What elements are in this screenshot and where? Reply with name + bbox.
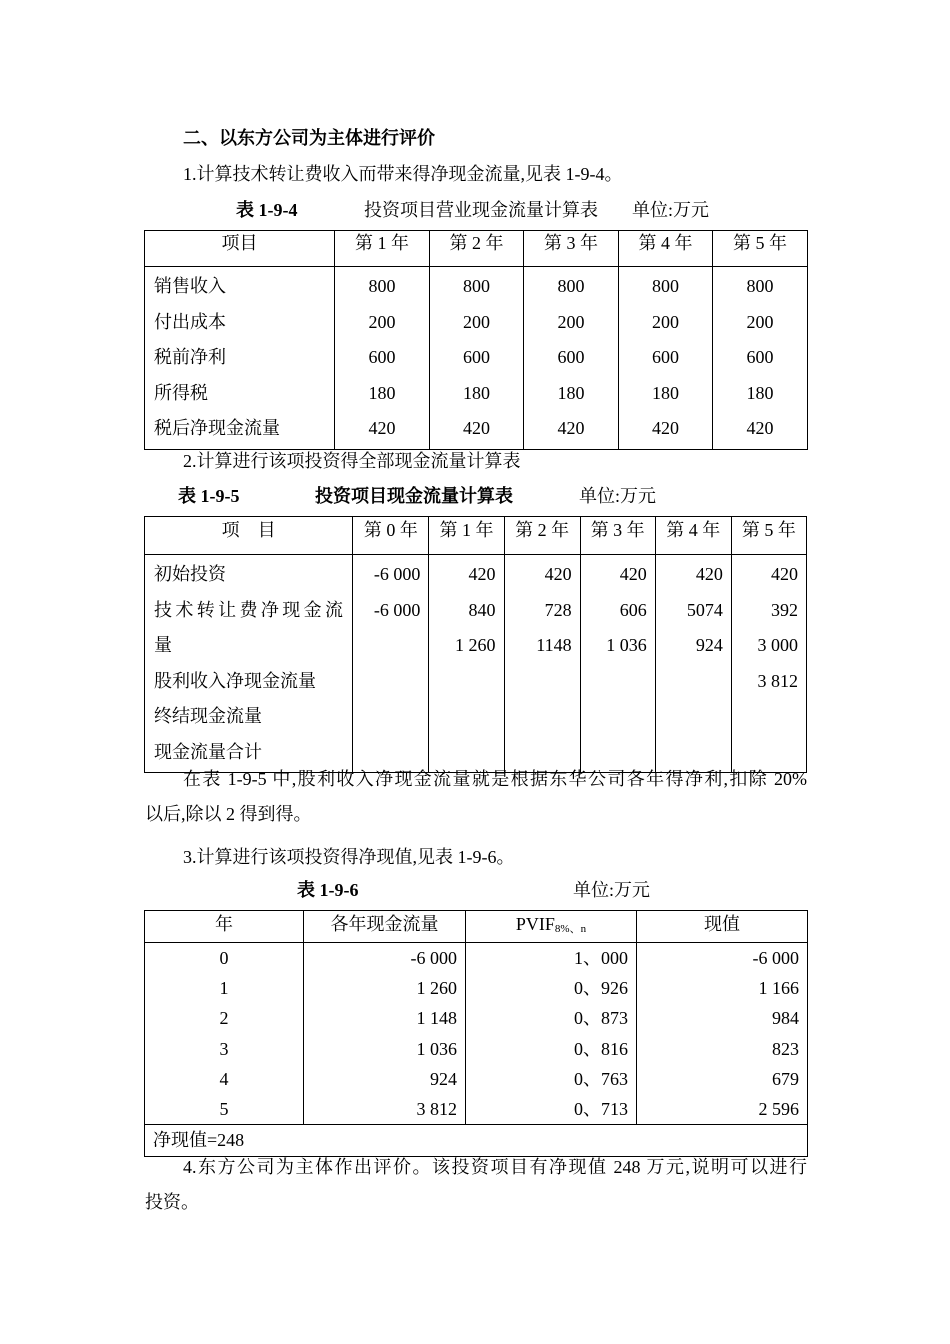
table-header-row (145, 911, 808, 943)
row-label: 量 (154, 635, 172, 655)
pvif-cell: 1、000 (466, 943, 637, 974)
value: 420 (368, 418, 396, 438)
item-4-line-2: 投资。 (145, 1192, 199, 1212)
row-labels-cell (145, 555, 353, 773)
table1-caption-id: 表 1-9-4 (236, 200, 298, 220)
value: 420 (544, 564, 572, 584)
operating-cash-flow-table (144, 230, 808, 450)
pvif-cell: 0、713 (466, 1094, 637, 1125)
column-header: 各年现金流量 (304, 911, 466, 943)
cash-flow-cell: 924 (304, 1064, 466, 1094)
column-header: 第 1 年 (429, 517, 504, 555)
column-header: 第 5 年 (731, 517, 806, 555)
column-header-pvif (466, 911, 637, 943)
row-label: 终结现金流量 (154, 706, 262, 726)
value: 840 (468, 599, 496, 620)
value: 800 (652, 276, 679, 296)
year-3-cell (524, 267, 619, 450)
value: 200 (368, 311, 396, 332)
item-3-text: 3.计算进行该项投资得净现值,见表 1-9-6。 (183, 847, 515, 867)
value: 420 (619, 564, 647, 584)
value (353, 664, 420, 700)
value: 180 (368, 382, 396, 403)
year-cell: 1 (219, 978, 229, 999)
table3-caption-unit: 单位:万元 (573, 880, 651, 900)
column-header: 第 5 年 (713, 231, 808, 267)
value: 180 (746, 382, 774, 403)
row-label: 所得税 (154, 382, 208, 403)
value: 200 (652, 311, 679, 332)
column-header: 第 2 年 (504, 517, 580, 555)
table2-caption-unit: 单位:万元 (579, 486, 657, 506)
column-header: 第 4 年 (655, 517, 731, 555)
cash-flow-cell: 1 260 (304, 973, 466, 1003)
value: 392 (771, 599, 798, 620)
present-value-cell: 679 (637, 1064, 808, 1094)
row-label: 初始投资 (154, 564, 226, 584)
value: 800 (746, 276, 774, 296)
value: 1148 (536, 635, 572, 655)
value: 800 (463, 276, 490, 296)
year-5-cell (731, 555, 806, 773)
value: 728 (544, 599, 572, 620)
value: 180 (652, 382, 679, 403)
cash-flow-cell: -6 000 (304, 943, 466, 974)
column-header: 第 0 年 (353, 517, 429, 555)
present-value-cell: 2 596 (637, 1094, 808, 1125)
column-header: 项目 (145, 231, 335, 267)
year-1-cell (335, 267, 430, 450)
pvif-cell: 0、763 (466, 1064, 637, 1094)
value: 600 (463, 347, 490, 367)
value: 800 (557, 276, 585, 296)
row-label: 现金流量合计 (154, 741, 262, 762)
value: 600 (746, 347, 774, 367)
value: 924 (695, 635, 723, 655)
table-row (145, 943, 808, 974)
pvif-cell: 0、873 (466, 1003, 637, 1033)
note-line-2: 以后,除以 2 得到得。 (145, 804, 312, 824)
value: 420 (771, 564, 798, 584)
table-row (145, 1003, 808, 1033)
table-body (145, 267, 808, 450)
row-label: 股利收入净现金流量 (154, 670, 316, 691)
value (353, 699, 420, 735)
value: 420 (746, 418, 774, 438)
present-value-cell: -6 000 (637, 943, 808, 974)
value: 200 (557, 311, 585, 332)
row-labels-cell (145, 267, 335, 450)
cash-flow-cell: 1 148 (304, 1003, 466, 1033)
note-line-1: 在表 1-9-5 中,股利收入净现金流量就是根据东华公司各年得净利,扣除 20% (183, 769, 807, 789)
present-value-cell: 823 (637, 1034, 808, 1064)
year-cell: 5 (145, 1094, 304, 1125)
row-label: 技术转让费净现金流 (154, 599, 343, 620)
column-header: 第 3 年 (580, 517, 655, 555)
column-header: 第 3 年 (524, 231, 619, 267)
value: 600 (368, 347, 396, 367)
column-header: 项 目 (145, 517, 353, 555)
table2-caption-title: 投资项目现金流量计算表 (315, 486, 513, 506)
value: 420 (557, 418, 585, 438)
year-0-cell (353, 555, 429, 773)
cash-flow-cell: 3 812 (304, 1094, 466, 1125)
value: 600 (652, 347, 679, 367)
value: 200 (746, 311, 774, 332)
pvif-subscript: 8%、n (554, 923, 587, 935)
table-row (145, 973, 808, 1003)
value: 420 (463, 418, 490, 438)
year-cell: 2 (219, 1008, 229, 1029)
year-cell: 0 (219, 948, 229, 968)
column-header: 现值 (637, 911, 808, 943)
table2-caption-id: 表 1-9-5 (178, 486, 240, 506)
row-label: 税前净利 (154, 347, 226, 367)
year-cell: 3 (219, 1038, 229, 1059)
year-1-cell (429, 555, 504, 773)
value: 5074 (686, 599, 723, 620)
value: 420 (652, 418, 679, 438)
value: 606 (619, 599, 647, 620)
item-1-text: 1.计算技术转让费收入而带来得净现金流量,见表 1-9-4。 (183, 164, 623, 184)
year-3-cell (580, 555, 655, 773)
value: 200 (463, 311, 490, 332)
column-header: 第 2 年 (430, 231, 524, 267)
row-label: 销售收入 (154, 276, 226, 296)
item-2-text: 2.计算进行该项投资得全部现金流量计算表 (183, 451, 521, 471)
present-value-cell: 984 (637, 1003, 808, 1033)
value: 180 (557, 382, 585, 403)
pvif-label: PVIF (515, 914, 555, 934)
value: 3 812 (757, 670, 798, 691)
year-4-cell (655, 555, 731, 773)
value: 600 (557, 347, 585, 367)
year-4-cell (619, 267, 713, 450)
column-header: 年 (145, 911, 304, 943)
pvif-cell: 0、926 (466, 973, 637, 1003)
table-row (145, 1034, 808, 1064)
total-cash-flow-table (144, 516, 807, 773)
year-2-cell (504, 555, 580, 773)
table-row (145, 1094, 808, 1125)
row-label: 税后净现金流量 (154, 418, 280, 438)
value: -6 000 (373, 564, 421, 584)
value: 3 000 (757, 635, 798, 655)
item-4-paragraph (145, 1150, 807, 1220)
table-header-row (145, 231, 808, 267)
column-header: 第 1 年 (335, 231, 430, 267)
value: 800 (368, 276, 396, 296)
year-2-cell (430, 267, 524, 450)
year-cell: 4 (219, 1068, 229, 1089)
present-value-cell: 1 166 (637, 973, 808, 1003)
note-paragraph (145, 762, 807, 832)
table1-caption-unit: 单位:万元 (632, 200, 710, 220)
pvif-cell: 0、816 (466, 1034, 637, 1064)
value: 420 (468, 564, 496, 584)
section-heading: 二、以东方公司为主体进行评价 (183, 128, 435, 148)
table-body (145, 555, 807, 773)
value: 1 260 (455, 635, 496, 655)
table3-caption-id: 表 1-9-6 (297, 880, 359, 900)
table1-caption-title: 投资项目营业现金流量计算表 (364, 200, 598, 220)
npv-table (144, 910, 808, 1157)
item-4-line-1: 4.东方公司为主体作出评价。该投资项目有净现值 248 万元,说明可以进行 (183, 1157, 807, 1177)
value: 420 (695, 564, 723, 584)
row-label: 付出成本 (154, 311, 226, 332)
cash-flow-cell: 1 036 (304, 1034, 466, 1064)
value: 180 (463, 382, 490, 403)
value (353, 628, 420, 664)
value: 1 036 (606, 635, 647, 655)
value: -6 000 (373, 599, 421, 620)
year-5-cell (713, 267, 808, 450)
column-header: 第 4 年 (619, 231, 713, 267)
npv-result: 净现值=248 (153, 1130, 245, 1151)
table-row (145, 1064, 808, 1094)
table-header-row (145, 517, 807, 555)
